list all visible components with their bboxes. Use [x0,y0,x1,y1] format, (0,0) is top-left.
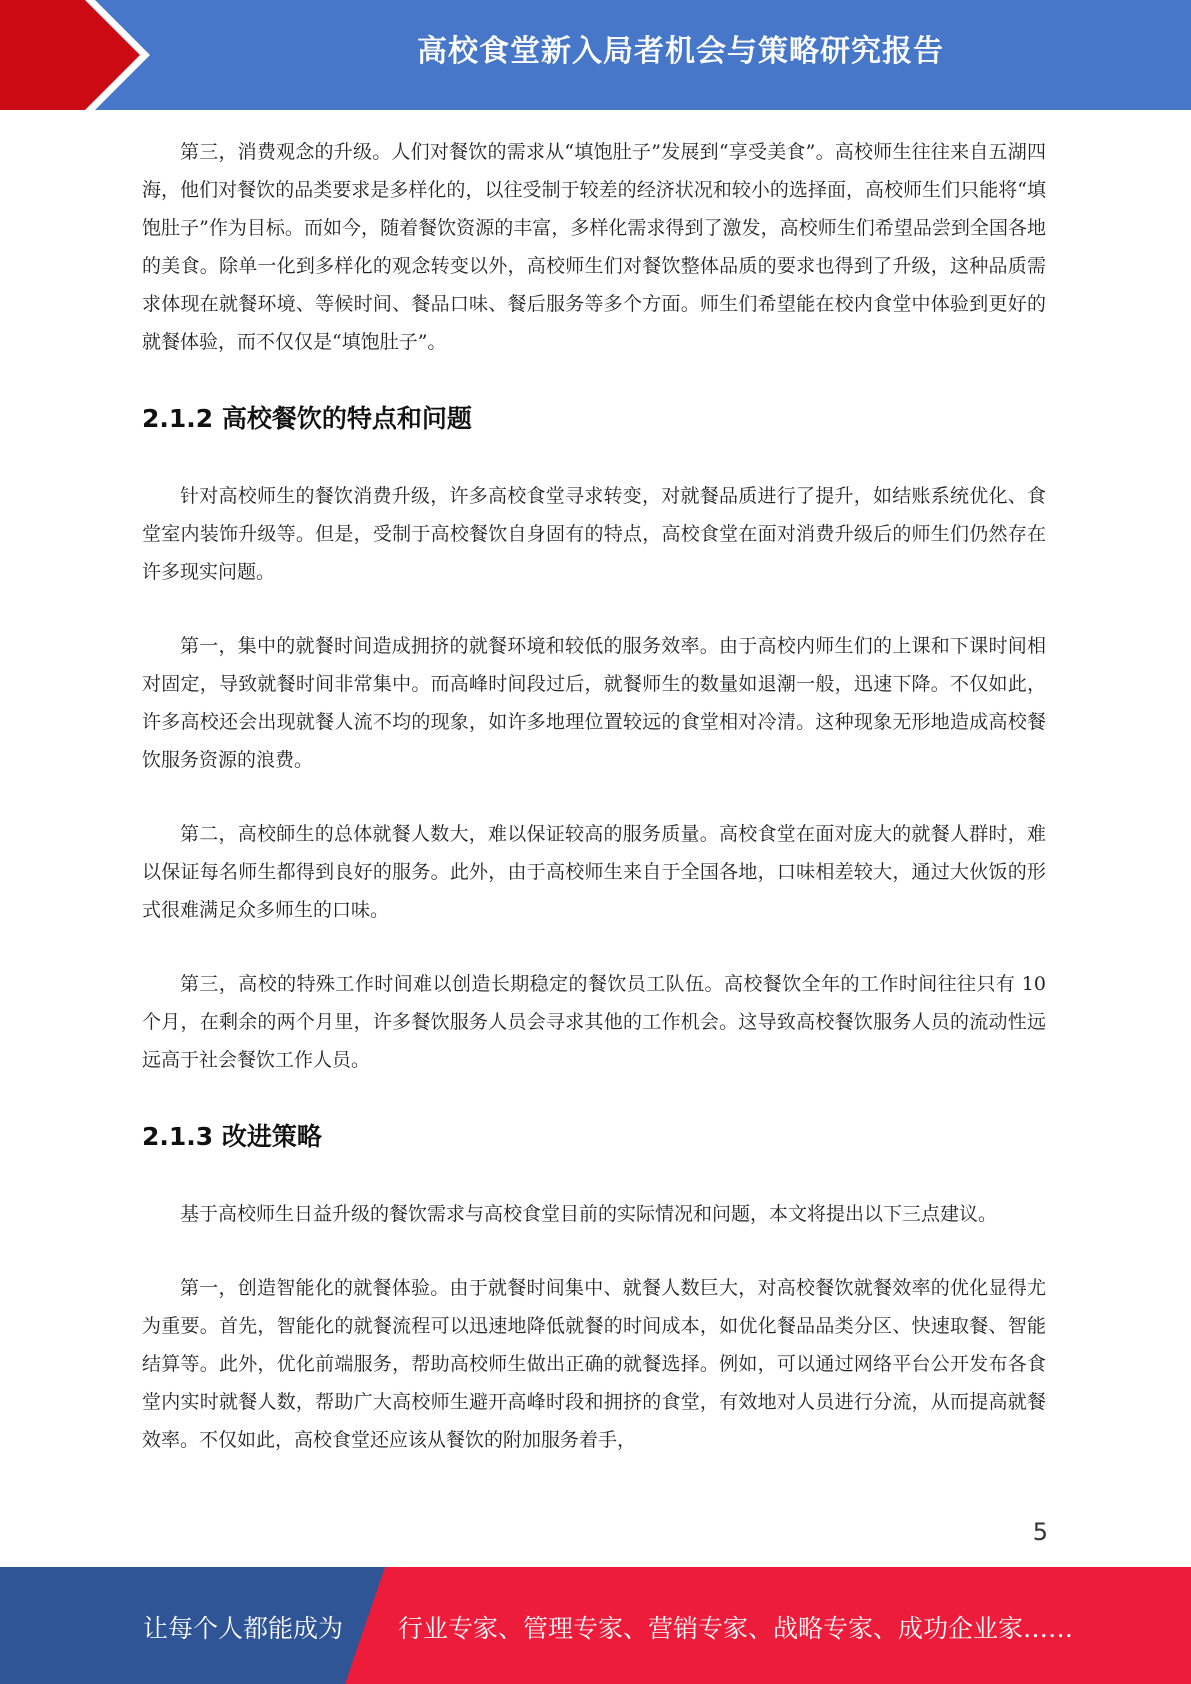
section-heading-2-1-2: 2.1.2 高校餐饮的特点和问题 [142,404,472,433]
report-title: 高校食堂新入局者机会与策略研究报告 [417,34,944,69]
paragraph-intro-problems: 针对高校师生的餐饮消费升级，许多高校食堂寻求转变，对就餐品质进行了提升，如结账系统优化、食堂室内装饰升级等。但是，受制于高校餐饮自身固有的特点，高校食堂在面对消费升级后的师生们仍然存在许多现实问题。 [142,485,1046,583]
paragraph-strategy-1: 第一，创造智能化的就餐体验。由于就餐时间集中、就餐人数巨大，对高校餐饮就餐效率的优化显得尤为重要。首先，智能化的就餐流程可以迅速地降低就餐的时间成本，如优化餐品品类分区、快速取餐、智能结算等。此外，优化前端服务，帮助高校师生做出正确的就餐选择。例如，可以通过网络平台公开发布各食堂内实时就餐人数，帮助广大高校师生避开高峰时段和拥挤的食堂，有效地对人员进行分流，从而提高就餐效率。不仅如此，高校食堂还应该从餐饮的附加服务着手， [142,1277,1046,1451]
paragraph-problem-3: 第三，高校的特殊工作时间难以创造长期稳定的餐饮员工队伍。高校餐饮全年的工作时间往往只有 10 个月，在剩余的两个月里，许多餐饮服务人员会寻求其他的工作机会。这导致高校餐饮服务人员的流动性远远高于社会餐饮工作人员。 [142,973,1046,1071]
paragraph-problem-2: 第二，高校師生的总体就餐人数大，难以保证较高的服务质量。高校食堂在面对庞大的就餐人群时，难以保证每名师生都得到良好的服务。此外，由于高校师生来自于全国各地，口味相差较大，通过大伙饭的形式很难满足众多师生的口味。 [142,823,1046,921]
red-chevron-decoration [0,0,170,110]
paragraph-strategy-intro: 基于高校师生日益升级的餐饮需求与高校食堂目前的实际情况和问题，本文将提出以下三点建议。 [180,1203,998,1225]
document-body [142,133,1046,1459]
paragraph-problem-1: 第一，集中的就餐时间造成拥挤的就餐环境和较低的服务效率。由于高校内师生们的上课和下课时间相对固定，导致就餐时间非常集中。而高峰时间段过后，就餐师生的数量如退潮一般，迅速下降。不仅如此，许多高校还会出现就餐人流不均的现象，如许多地理位置较远的食堂相对冷清。这种现象无形地造成高校餐饮服务资源的浪费。 [142,635,1046,771]
footer-slogan-left: 让每个人都能成为 [143,1614,344,1643]
section-heading-2-1-3: 2.1.3 改进策略 [142,1122,322,1151]
page-footer [0,1567,1191,1684]
footer-slogan-right: 行业专家、管理专家、营销专家、战略专家、成功企业家…… [398,1614,1074,1643]
page-header [0,0,1191,110]
paragraph-consumption-upgrade: 第三，消费观念的升级。人们对餐饮的需求从“填饱肚子”发展到“享受美食”。高校师生往往来自五湖四海，他们对餐饮的品类要求是多样化的，以往受制于较差的经济状况和较小的选择面，高校师生们只能将“填饱肚子”作为目标。而如今，随着餐饮资源的丰富，多样化需求得到了激发，高校师生们希望品尝到全国各地的美食。除单一化到多样化的观念转变以外，高校师生们对餐饮整体品质的要求也得到了升级，这种品质需求体现在就餐环境、等候时间、餐品口味、餐后服务等多个方面。师生们希望能在校内食堂中体验到更好的就餐体验，而不仅仅是“填饱肚子”。 [142,141,1046,353]
page-number: 5 [1032,1518,1048,1546]
